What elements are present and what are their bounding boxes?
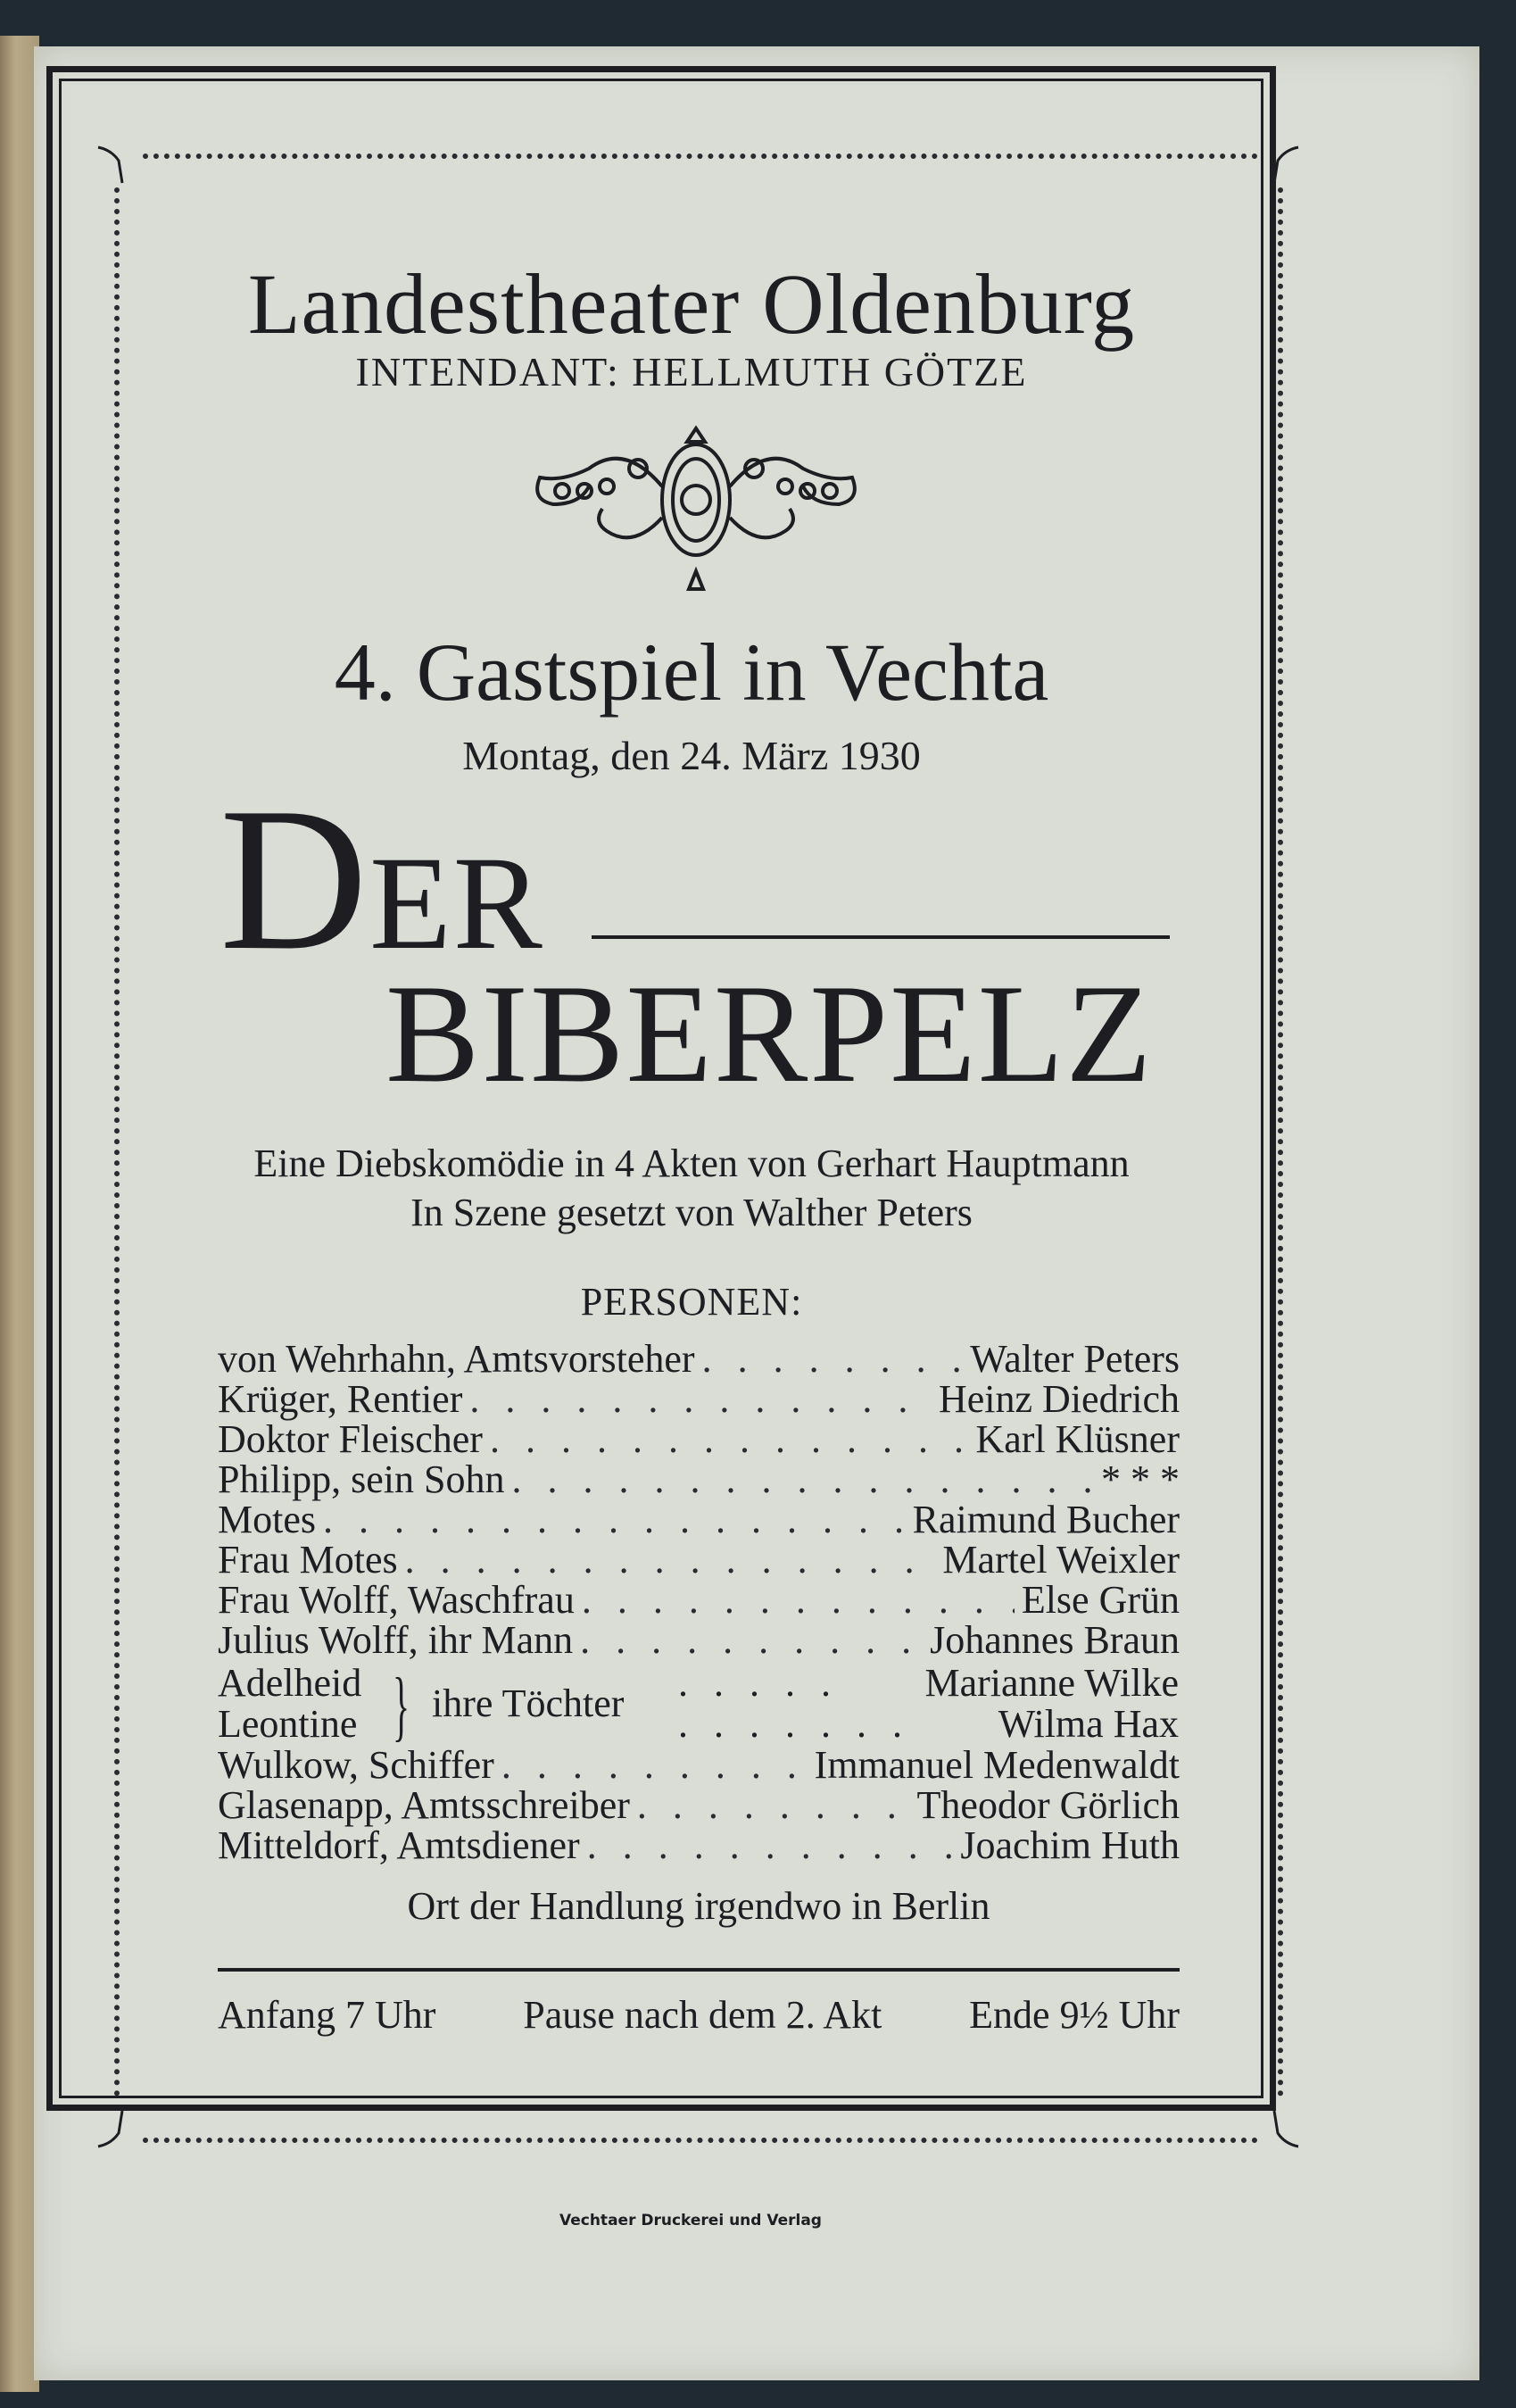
corner-flourish-icon bbox=[94, 134, 147, 187]
performance-date: Montag, den 24. März 1930 bbox=[462, 733, 921, 778]
theater-title: Landestheater Oldenburg bbox=[247, 256, 1136, 352]
cast-row: Frau Wolff, Waschfrau . . . Else Grün bbox=[218, 1580, 1180, 1621]
dotted-border-top bbox=[143, 154, 1258, 159]
leader-dots bbox=[702, 1339, 964, 1380]
cast-row: Philipp, sein Sohn . . . * * * bbox=[218, 1459, 1180, 1500]
title-rule bbox=[592, 935, 1170, 939]
play-title-line1 bbox=[220, 765, 544, 992]
end-time: Ende 9½ Uhr bbox=[969, 1993, 1180, 2037]
dotted-border-bottom bbox=[143, 2138, 1258, 2143]
leader-dots bbox=[580, 1620, 923, 1661]
leader-dots bbox=[582, 1580, 1015, 1621]
leader-dots: . . . . . bbox=[678, 1661, 839, 1705]
play-direction: In Szene gesetzt von Walther Peters bbox=[410, 1191, 973, 1234]
leader-dots bbox=[637, 1785, 910, 1826]
cast-row: Julius Wolff, ihr Mann . . . Johannes Braun bbox=[218, 1620, 1180, 1661]
leader-dots bbox=[405, 1540, 936, 1581]
leader-dots bbox=[512, 1459, 1095, 1500]
setting-line: Ort der Handlung irgendwo in Berlin bbox=[407, 1884, 990, 1928]
brace-icon: } bbox=[393, 1663, 410, 1749]
leader-dots bbox=[469, 1379, 932, 1420]
schedule-rule bbox=[218, 1968, 1180, 1972]
start-time: Anfang 7 Uhr bbox=[218, 1993, 436, 2037]
cast-row: Wulkow, Schiffer . . . Immanuel Medenwaldt bbox=[218, 1745, 1180, 1786]
play-title-line2: BIBERPELZ bbox=[385, 956, 1154, 1112]
cast-row: Frau Motes . . . Martel Weixler bbox=[218, 1540, 1180, 1581]
leader-dots: . . . . . . . bbox=[678, 1702, 910, 1746]
title-initial: D bbox=[220, 765, 370, 992]
cast-row: von Wehrhahn, Amtsvorsteher . . . Walter Peters bbox=[218, 1339, 1180, 1380]
cast-actor-leontine: Wilma Hax bbox=[998, 1702, 1179, 1746]
leader-dots bbox=[490, 1419, 969, 1460]
cast-heading: PERSONEN: bbox=[580, 1280, 803, 1324]
schedule-row bbox=[218, 1992, 1180, 2038]
title-rest: ER bbox=[369, 829, 544, 977]
cast-role-adelheid: Adelheid bbox=[218, 1661, 362, 1705]
cast-row: Mitteldorf, Amtsdiener . . . Joachim Huth bbox=[218, 1825, 1180, 1866]
cast-actor-adelheid: Marianne Wilke bbox=[924, 1661, 1179, 1705]
cast-row: Krüger, Rentier . . . Heinz Diedrich bbox=[218, 1379, 1180, 1420]
gastspiel-heading: 4. Gastspiel in Vechta bbox=[334, 627, 1049, 718]
intendant-line: INTENDANT: HELLMUTH GÖTZE bbox=[355, 349, 1028, 394]
cast-role-leontine: Leontine bbox=[218, 1702, 358, 1746]
printer-credit: Vechtaer Druckerei und Verlag bbox=[559, 2212, 822, 2229]
corner-flourish-icon bbox=[94, 2106, 147, 2160]
cast-row: Motes . . . Raimund Bucher bbox=[218, 1499, 1180, 1540]
leader-dots bbox=[587, 1825, 954, 1866]
leader-dots bbox=[501, 1745, 808, 1786]
cast-row: Glasenapp, Amtsschreiber . . . Theodor Görlich bbox=[218, 1785, 1180, 1826]
play-subtitle: Eine Diebskomödie in 4 Akten von Gerhart Hauptmann bbox=[253, 1142, 1130, 1185]
leader-dots bbox=[323, 1499, 906, 1540]
corner-flourish-icon bbox=[1249, 134, 1303, 187]
scroll-ornament-icon bbox=[526, 415, 866, 594]
corner-flourish-icon bbox=[1249, 2106, 1303, 2160]
cast-group-label: ihre Töchter bbox=[432, 1681, 625, 1725]
cast-row: Doktor Fleischer . . . Karl Klüsner bbox=[218, 1419, 1180, 1460]
pause-info: Pause nach dem 2. Akt bbox=[523, 1993, 882, 2037]
